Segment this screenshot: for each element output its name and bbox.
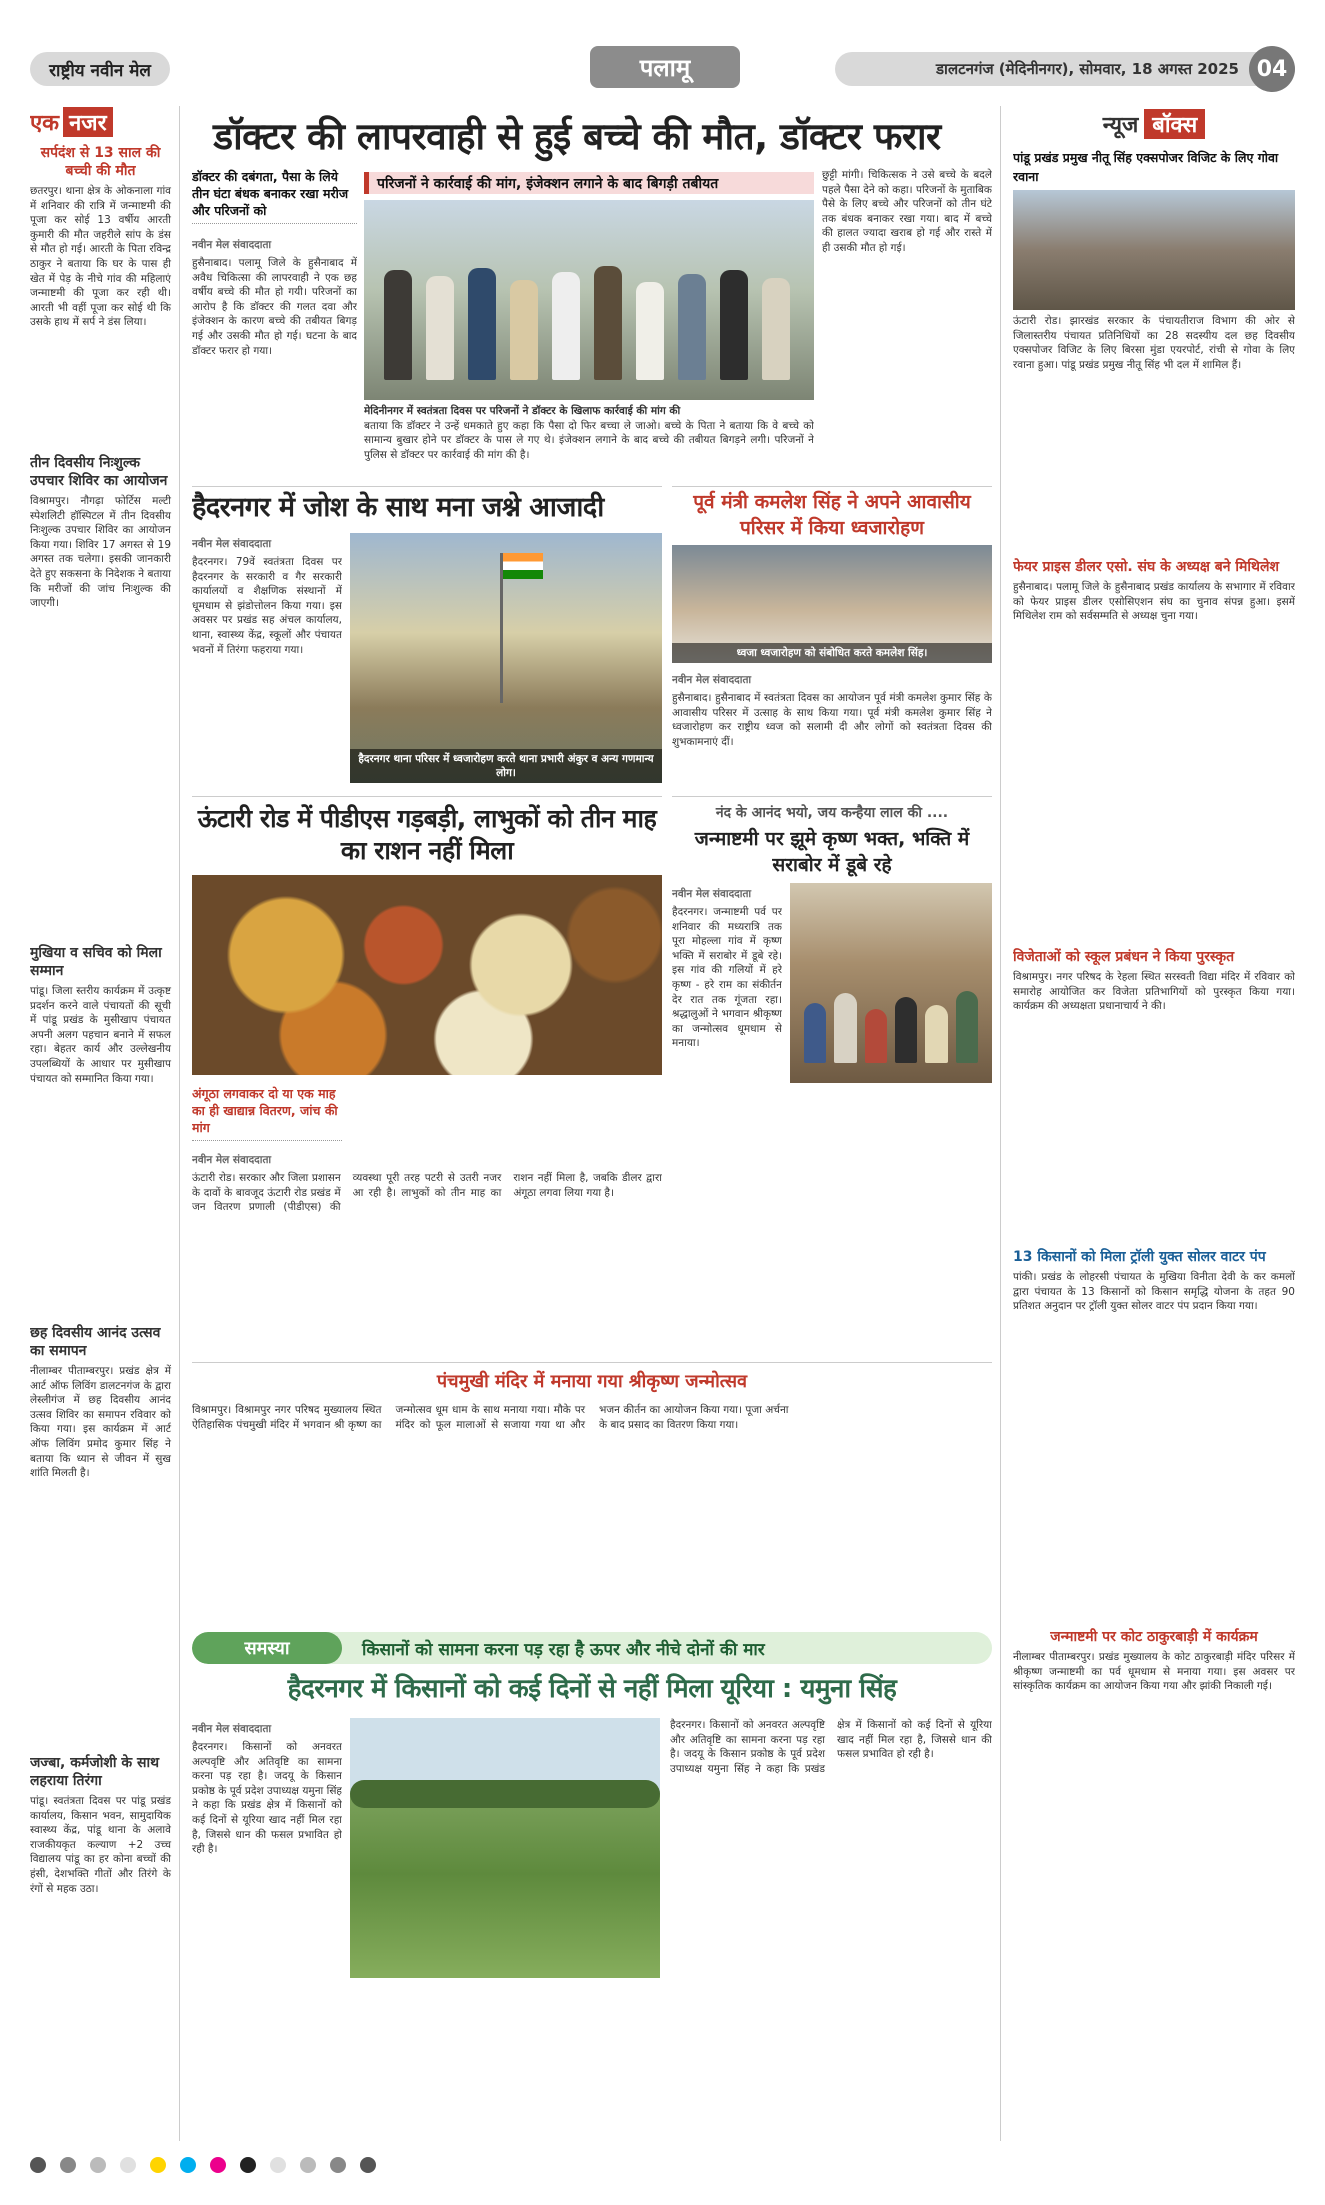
devotees (804, 973, 978, 1063)
main-story (192, 168, 992, 478)
main-strap: परिजनों ने कार्रवाई की मांग, इंजेक्शन लगाने के बाद बिगड़ी तबीयत (364, 172, 814, 194)
registration-dot (210, 2157, 226, 2173)
rc-headline: विजेताओं को स्कूल प्रबंधन ने किया पुरस्कृत (1013, 949, 1235, 965)
brief-headline: छह दिवसीय आनंद उत्सव का समापन (30, 1325, 161, 1359)
body-text: ऊंटारी रोड। सरकार और जिला प्रशासन के दावों के बावजूद ऊंटारी रोड प्रखंड में जन वितरण प्रणाली (पीडीएस) की व्यवस्था पूरी तरह पटरी से उतरी नजर आ रही है। लाभुकों को तीन माह का राशन नहीं मिला है, जबकि डीलर द्वारा अंगूठा लगवा लिया गया है। (192, 1172, 662, 1214)
nazar-label: नजर (63, 107, 113, 137)
body-text: छुट्टी मांगी। चिकित्सक ने उसे बच्चे के बदले पहले पैसा देने को कहा। परिजनों के मुताबिक पैसे के लिए बच्चे और परिजनों को तीन घंटे तक बंधक बनाकर रखा गया। बाद में बच्चे की हालत ज्यादा खराब हो गई और रास्ते में ही उसकी मौत हो गई। (822, 169, 992, 254)
story-body (672, 669, 992, 790)
kamlesh-photo (672, 545, 992, 663)
story-panchmukhi (192, 1362, 992, 1624)
story-headline: जन्माष्टमी पर झूमे कृष्ण भक्त, भक्ति में सराबोर में डूबे रहे (694, 828, 970, 876)
story-headline: हैदरनगर में किसानों को कई दिनों से नहीं मिला यूरिया : यमुना सिंह (287, 1674, 897, 1704)
rc-body: विश्रामपुर। नगर परिषद के रेहला स्थित सरस्वती विद्या मंदिर में रविवार को समारोह आयोजित कर विजेता प्रतिभागियों को पुरस्कृत किया गया। कार्यक्रम की अध्यक्षता प्रधानाचार्य ने की। (1013, 971, 1295, 1013)
ek-label: एक (30, 111, 60, 136)
samasya-tag: समस्या (192, 1632, 342, 1664)
rc-headline: जन्माष्टमी पर कोट ठाकुरबाड़ी में कार्यक्रम (1050, 1629, 1258, 1645)
byline: नवीन मेल संवाददाता (672, 888, 752, 900)
photo-caption: हैदरनगर थाना परिसर में ध्वजारोहण करते थाना प्रभारी अंकुर व अन्य गणमान्य लोग। (350, 749, 662, 783)
rc-body: नीलाम्बर पीताम्बरपुर। प्रखंड मुख्यालय के कोट ठाकुरबाड़ी मंदिर परिसर में श्रीकृष्ण जन्माष्टमी का पर्व धूमधाम से मनाया गया। इस अवसर पर सांस्कृतिक कार्यक्रम का आयोजन किया गया और झांकी निकाली गई। (1013, 1651, 1295, 1693)
janmashtami-photo (790, 883, 992, 1083)
right-column (1000, 106, 1295, 2141)
body-text: हैदरनगर। जन्माष्टमी पर्व पर शनिवार की मध्यरात्रि तक पूरा मोहल्ला गांव में कृष्ण भक्ति में सराबोर में डूबे रहे। इस गांव की गलियों में हरे कृष्ण - हरे राम का संकीर्तन देर रात तक गूंजता रहा। श्रद्धालुओं ने भगवान श्रीकृष्ण का जन्मोत्सव धूमधाम से मनाया। (672, 906, 782, 1050)
body-text: हैदरनगर। किसानों को अनवरत अल्पवृष्टि और अतिवृष्टि का सामना करना पड़ रहा है। जदयू के किसान प्रकोष्ठ के पूर्व प्रदेश उपाध्यक्ष यमुना सिंह ने कहा कि प्रखंड क्षेत्र में किसानों को कई दिनों से यूरिया खाद नहीं मिल रहा है, जिससे धान की फसल प्रभावित हो रही है। (670, 1719, 992, 1775)
story-headline: पंचमुखी मंदिर में मनाया गया श्रीकृष्ण जन्मोत्सव (436, 1371, 748, 1392)
page-number: 04 (1249, 46, 1295, 92)
body-text: बताया कि डॉक्टर ने उन्हें धमकाते हुए कहा कि पैसा दो फिर बच्चा ले जाओ। बच्चे के पिता ने बताया कि वे बच्चे को सामान्य बुखार होने पर डॉक्टर के पास ले गए थे। इंजेक्शन लगाने के बाद बच्चे की तबीयत बिगड़ने लगी। परिजनों ने पुलिस से डॉक्टर पर कार्रवाई की मांग की है। (364, 419, 814, 461)
photo-caption-text: मेदिनीनगर में स्वतंत्रता दिवस पर परिजनों ने डॉक्टर के खिलाफ कार्रवाई की मांग की (364, 405, 681, 417)
color-registration-bar (30, 2150, 1295, 2180)
paper-name: राष्ट्रीय नवीन मेल (30, 52, 170, 86)
registration-dot (150, 2157, 166, 2173)
samasya-bar (192, 1632, 992, 1664)
samasya-strap: किसानों को सामना करना पड़ रहा है ऊपर और नीचे दोनों की मार (362, 1639, 765, 1660)
brief-item (30, 448, 179, 938)
rc-headline: पांडू प्रखंड प्रमुख नीतू सिंह एक्सपोजर विजिट के लिए गोवा रवाना (1013, 150, 1279, 184)
story-ration (192, 796, 662, 1356)
body-text: हैदरनगर। किसानों को अनवरत अल्पवृष्टि और अतिवृष्टि का सामना करना पड़ रहा है। जदयू के किसान प्रकोष्ठ के पूर्व प्रदेश उपाध्यक्ष यमुना सिंह ने कहा कि प्रखंड क्षेत्र में किसानों को कई दिनों से यूरिया खाद नहीं मिल रहा है, जिससे धान की फसल प्रभावित हो रही है। (192, 1741, 342, 1856)
news-box-header (1013, 106, 1295, 142)
brief-item (30, 1748, 179, 2128)
story-body (192, 1718, 342, 2142)
rc-headline: 13 किसानों को मिला ट्रॉली युक्त सोलर वाटर पंप (1013, 1249, 1266, 1265)
body-text: हुसैनाबाद। हुसैनाबाद में स्वतंत्रता दिवस का आयोजन पूर्व मंत्री कमलेश कुमार सिंह के आवासीय परिसर में उत्साह के साथ किया गया। पूर्व मंत्री कमलेश कुमार सिंह ने ध्वजारोहण कर राष्ट्रीय ध्वज को सलामी दी और लोगों को स्वतंत्रता दिवस की शुभकामनाएं दीं। (672, 692, 992, 748)
brief-item (30, 138, 179, 448)
main-box-note (192, 168, 357, 228)
body-text: हुसैनाबाद। पलामू जिले के हुसैनाबाद में अवैध चिकित्सा की लापरवाही ने एक छह वर्षीय बच्चे की मौत हो गयी। परिजनों का आरोप है कि डॉक्टर की गलत दवा और इंजेक्शन के कारण बच्चे की तबीयत बिगड़ गई और उसकी मौत हो गई। घटना के बाद डॉक्टर फरार हो गया। (192, 257, 357, 357)
brief-headline: सर्पदंश से 13 साल की बच्ची की मौत (40, 145, 161, 179)
story-body (192, 533, 342, 790)
brief-headline: जज्बा, कर्मजोशी के साथ लहराया तिरंगा (30, 1755, 160, 1789)
field-photo (350, 1718, 660, 1978)
section-title: पलामू (590, 46, 740, 88)
story-kamlesh (672, 486, 992, 790)
story-body (672, 883, 782, 1356)
registration-dot (240, 2157, 256, 2173)
box-note-text: डॉक्टर की दबंगता, पैसा के लिये तीन घंटा बंधक बनाकर रखा मरीज और परिजनों को (192, 168, 357, 224)
grain-photo (192, 875, 662, 1075)
rc-item (1013, 142, 1295, 552)
registration-dot (30, 2157, 46, 2173)
brief-headline: मुखिया व सचिव को मिला सम्मान (30, 945, 162, 979)
main-body-c (822, 168, 992, 478)
rc-headline: फेयर प्राइस डीलर एसो. संघ के अध्यक्ष बने मिथिलेश (1013, 559, 1279, 575)
registration-dot (60, 2157, 76, 2173)
rc-item (1013, 1242, 1295, 1622)
rc-body: पांकी। प्रखंड के लोहरसी पंचायत के मुखिया विनीता देवी के कर कमलों द्वारा पंचायत के 13 किसानों को किसान समृद्धि योजना के तहत 90 प्रतिशत अनुदान पर ट्रॉली युक्त सोलर वाटर पंप प्रदान किया गया। (1013, 1271, 1295, 1313)
byline: नवीन मेल संवाददाता (192, 1154, 272, 1166)
registration-dot (330, 2157, 346, 2173)
story-headline: पूर्व मंत्री कमलेश सिंह ने अपने आवासीय परिसर में किया ध्वजारोहण (693, 491, 971, 539)
story-body (192, 1149, 662, 1356)
brief-body: पांडू। जिला स्तरीय कार्यक्रम में उत्कृष्ट प्रदर्शन करने वाले पंचायतों की सूची में पांडू प्रखंड के मुसीखाप पंचायत अपनी अलग पहचान बनाने में सफल रहा। बेहतर कार्य और उल्लेखनीय उपलब्धियों के आधार पर मुसीखाप पंचायत को सम्मानित किया गया। (30, 985, 171, 1085)
people-figures (384, 260, 794, 380)
story-headline: हैदरनगर में जोश के साथ मना जश्ने आजादी (192, 492, 604, 523)
news-label: न्यूज (1102, 113, 1139, 138)
brief-body: छतरपुर। थाना क्षेत्र के ओकनाला गांव में शनिवार की रात्रि में जन्माष्टमी की पूजा कर सोई 13 वर्षीय आरती कुमारी की मौत जहरीले सांप के डंस से मौत हो गई। आरती के पिता रविन्द्र ठाकुर ने बताया कि घर के पास ही खेत में पेड़ के नीचे गांव की महिलाएं जन्माष्टमी की पूजा कर रही थी। आरती भी वहीं पूजा कर सोई थी कि उसके हाथ में सर्प ने डंस लिया। (30, 185, 171, 329)
registration-dot (300, 2157, 316, 2173)
tree-line (350, 1780, 660, 1808)
story-janmashtami (672, 796, 992, 1356)
byline: नवीन मेल संवाददाता (192, 1723, 272, 1735)
story-haidernagar (192, 486, 662, 790)
rc-body: ऊंटारी रोड। झारखंड सरकार के पंचायतीराज विभाग की ओर से जिलास्तरीय पंचायत प्रतिनिधियों का 28 सदस्यीय दल छह दिवसीय एक्सपोजर विजिट के लिए बिरसा मुंडा एयरपोर्ट, रांची से गोवा के लिए रवाना हुआ। पांडू प्रखंड प्रमुख नीतू सिंह भी दल में शामिल हैं। (1013, 315, 1295, 371)
haidernagar-photo (350, 533, 662, 783)
brief-headline: तीन दिवसीय निःशुल्क उपचार शिविर का आयोजन (30, 455, 168, 489)
rc-item (1013, 1622, 1295, 2102)
story-samasya (192, 1672, 992, 2142)
box-label: बॉक्स (1144, 109, 1205, 139)
ration-box (192, 1085, 342, 1145)
ek-nazar-header (30, 106, 179, 138)
registration-dot (180, 2157, 196, 2173)
photo-caption: ध्वजा ध्वजारोहण को संबोधित करते कमलेश सिंह। (672, 643, 992, 663)
dateline: डालटनगंज (मेदिनीनगर), सोमवार, 18 अगस्त 2025 (835, 52, 1295, 86)
story-headline: ऊंटारी रोड में पीडीएस गड़बड़ी, लाभुकों को तीन माह का राशन नहीं मिला (197, 804, 657, 865)
byline: नवीन मेल संवाददाता (192, 538, 272, 550)
registration-dot (360, 2157, 376, 2173)
story-body (192, 1403, 992, 1624)
byline: नवीन मेल संवाददाता (672, 674, 752, 686)
main-headline: डॉक्टर की लापरवाही से हुई बच्चे की मौत, डॉक्टर फरार (213, 114, 941, 158)
rc-item (1013, 552, 1295, 942)
body-text: हैदरनगर। 79वें स्वतंत्रता दिवस पर हैदरनगर के सरकारी व गैर सरकारी कार्यालयों व शैक्षणिक संस्थानों में धूमधाम से झंडोत्तोलन किया गया। इस अवसर पर प्रखंड सह अंचल कार्यालय, थाना, स्वास्थ्य केंद्र, स्कूलों और पंचायत भवनों में तिरंगा फहराया गया। (192, 556, 342, 656)
main-photo (364, 200, 814, 400)
brief-item (30, 938, 179, 1318)
masthead (30, 46, 1295, 92)
main-photo-caption (364, 404, 814, 478)
registration-dot (120, 2157, 136, 2173)
byline: नवीन मेल संवाददाता (192, 239, 272, 251)
left-column (30, 106, 180, 2141)
rc-item (1013, 942, 1295, 1242)
registration-dot (270, 2157, 286, 2173)
brief-item (30, 1318, 179, 1748)
flag (503, 553, 543, 579)
brief-body: नीलाम्बर पीताम्बरपुर। प्रखंड क्षेत्र में आर्ट ऑफ लिविंग डालटनगंज के द्वारा लेस्लीगंज में छह दिवसीय आनंद उत्सव शिविर का समापन रविवार को किया गया। इस कार्यक्रम में आर्ट ऑफ लिविंग प्रमोद कुमार सिंह ने बताया कि ध्यान से जीवन में सुख शांति मिलती है। (30, 1365, 171, 1480)
brief-body: पांडू। स्वतंत्रता दिवस पर पांडू प्रखंड कार्यालय, किसान भवन, सामुदायिक स्वास्थ्य केंद्र, पांडू थाना के अलावे राजकीयकृत कल्याण +2 उच्च विद्यालय पांडू का हर कोना बच्चों की हंसी, देशभक्ति गीतों और तिरंगे के रंगों से महक उठा। (30, 1795, 171, 1895)
rc-body: हुसैनाबाद। पलामू जिले के हुसैनाबाद प्रखंड कार्यालय के सभागार में रविवार को फेयर प्राइस डीलर एसोसिएशन संघ का चुनाव संपन्न हुआ। इसमें मिथिलेश राम को सर्वसम्मति से अध्यक्ष चुना गया। (1013, 581, 1295, 623)
main-body-a (192, 234, 357, 478)
story-body-right (670, 1718, 992, 2142)
brief-body: विश्रामपुर। नौगढ़ा फोर्टिस मल्टी स्पेशलिटी हॉस्पिटल में तीन दिवसीय निःशुल्क उपचार शिविर का आयोजन किया गया। शिविर 17 अगस्त से 19 अगस्त तक चलेगा। इसकी जानकारी देते हुए सकसना के निदेशक ने बताया कि मरीजों की जांच निःशुल्क की जाएगी। (30, 495, 171, 610)
pre-headline: नंद के आनंद भयो, जय कन्हैया लाल की .... (715, 805, 949, 821)
box-note-text: अंगूठा लगवाकर दो या एक माह का ही खाद्यान्न वितरण, जांच की मांग (192, 1085, 342, 1141)
body-text: विश्रामपुर। विश्रामपुर नगर परिषद मुख्यालय स्थित ऐतिहासिक पंचमुखी मंदिर में भगवान श्री कृष्ण का जन्मोत्सव धूम धाम के साथ मनाया गया। मौके पर मंदिर को फूल मालाओं से सजाया गया था और भजन कीर्तन का आयोजन किया गया। पूजा अर्चना के बाद प्रसाद का वितरण किया गया। (192, 1404, 789, 1431)
rc-photo (1013, 190, 1295, 310)
registration-dots (30, 2150, 1295, 2180)
registration-dot (90, 2157, 106, 2173)
